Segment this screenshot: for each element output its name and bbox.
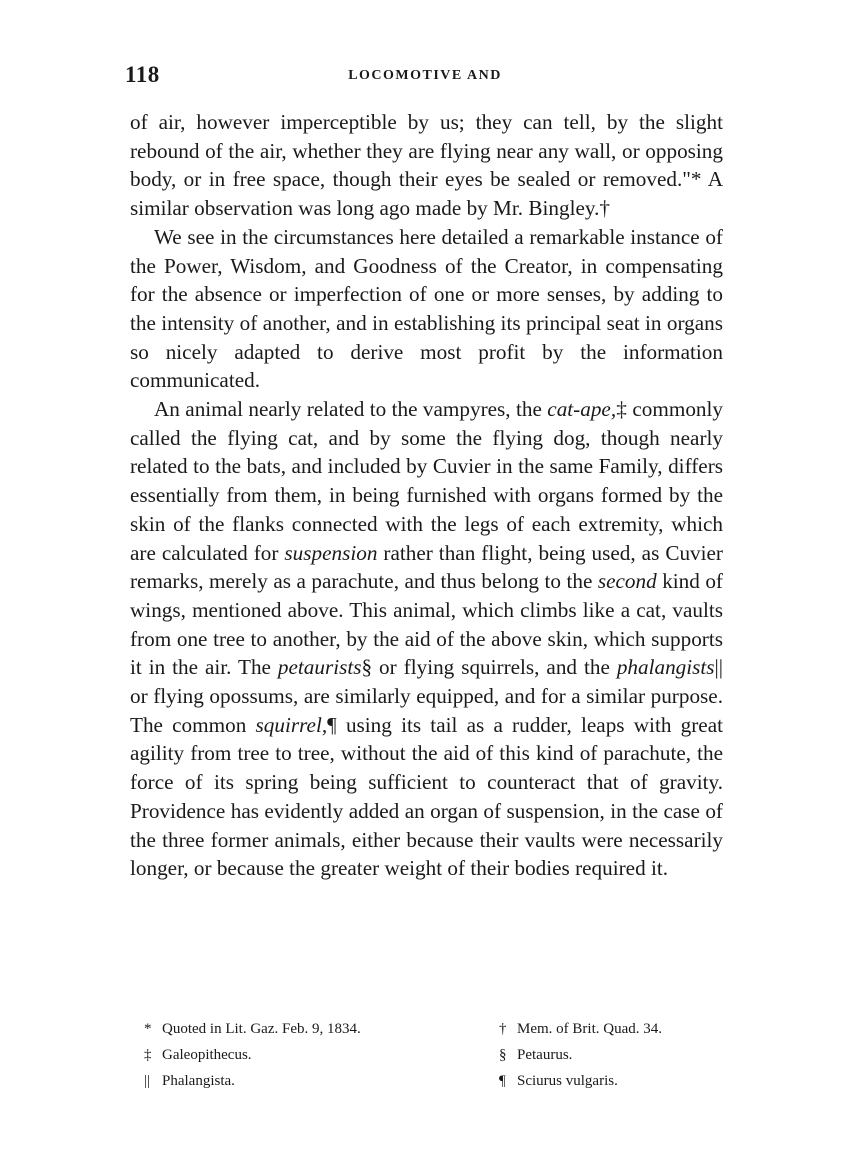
paragraph-3: [130, 395, 723, 883]
page-number: 118: [125, 62, 160, 87]
italic-term: petaurists: [277, 655, 362, 680]
text-span: We see in the circumstances here detailed a remarkable instance of the Power, Wisdom, and Goodness of the Creator, in compensating for the absence or imperfection of one or more senses, by adding to the intensity of another, and in establishing its principal seat in organs so nicely adapted to derive most profit by the information communicated.: [130, 224, 723, 393]
italic-term: squirrel,: [255, 712, 328, 737]
footnote-text: Phalangista.: [162, 1073, 235, 1089]
page-header: [125, 62, 725, 92]
text-span: ‡ commonly called the flying cat, and by some the flying dog, though nearly related to the bats, and included by Cuvier in the same Family, differs essentially from them, in being furnished with organs formed by the skin of the flanks connected with the legs of each extremity, which are calculated for: [130, 397, 723, 565]
footnote-text: Mem. of Brit. Quad. 34.: [517, 1021, 662, 1037]
footnotes: [144, 1016, 724, 1094]
footnote-mark: ¶: [499, 1073, 506, 1089]
footnote-mark: *: [144, 1021, 152, 1037]
footnote-text: Petaurus.: [517, 1047, 573, 1063]
footnote-text: Quoted in Lit. Gaz. Feb. 9, 1834.: [162, 1021, 361, 1037]
footnote-row: [144, 1068, 724, 1094]
italic-term: suspension: [284, 540, 378, 565]
text-span: § or flying squirrels, and the: [361, 655, 617, 680]
text-span: ¶ using its tail as a rudder, leaps with great agility from tree to tree, without the aid of this kind of parachute, the force of its spring being sufficient to counteract that of gravity. Providence has evidently added an organ of suspension, in the case of the three former animals, either because their vaults were necessarily longer, or because the greater weight of their bodies required it.: [130, 712, 723, 881]
footnote: [144, 1068, 235, 1094]
body-text: [130, 108, 723, 883]
footnote-mark: ‡: [144, 1047, 152, 1063]
footnote: [499, 1042, 724, 1068]
paragraph-2: [130, 223, 723, 395]
footnote: [499, 1016, 724, 1042]
footnote: [144, 1016, 361, 1042]
footnote-mark: †: [499, 1021, 507, 1037]
footnote-text: Galeopithecus.: [162, 1047, 252, 1063]
footnote-row: [144, 1016, 724, 1042]
paragraph-1: [130, 108, 723, 223]
italic-term: phalangists: [616, 655, 715, 680]
text-span: An animal nearly related to the vampyres, the: [154, 397, 548, 422]
text-span: of air, however imperceptible by us; they can tell, by the slight rebound of the air, whether they are flying near any wall, or opposing body, or in free space, though their eyes be sealed or removed."* A similar observation was long ago made by Mr. Bingley.†: [130, 110, 723, 221]
footnote-mark: ||: [144, 1073, 151, 1089]
italic-term: cat-ape,: [547, 397, 617, 422]
footnote-mark: §: [499, 1047, 507, 1063]
footnote-text: Sciurus vulgaris.: [517, 1073, 618, 1089]
text-span: kind of wings, mentioned above. This animal, which climbs like a cat, vaults from one tree to another, by the aid of the above skin, which supports it in the air. The: [130, 569, 723, 680]
footnote: [499, 1068, 724, 1094]
running-head: LOCOMOTIVE AND: [348, 68, 502, 83]
text-span: rather than flight, being used, as Cuvier remarks, merely as a parachute, and thus belong to the: [130, 540, 723, 594]
italic-term: second: [597, 569, 657, 594]
text-span: || or flying opossums, are similarly equipped, and for a similar purpose. The common: [130, 655, 724, 737]
footnote-row: [144, 1042, 724, 1068]
footnote: [144, 1042, 252, 1068]
